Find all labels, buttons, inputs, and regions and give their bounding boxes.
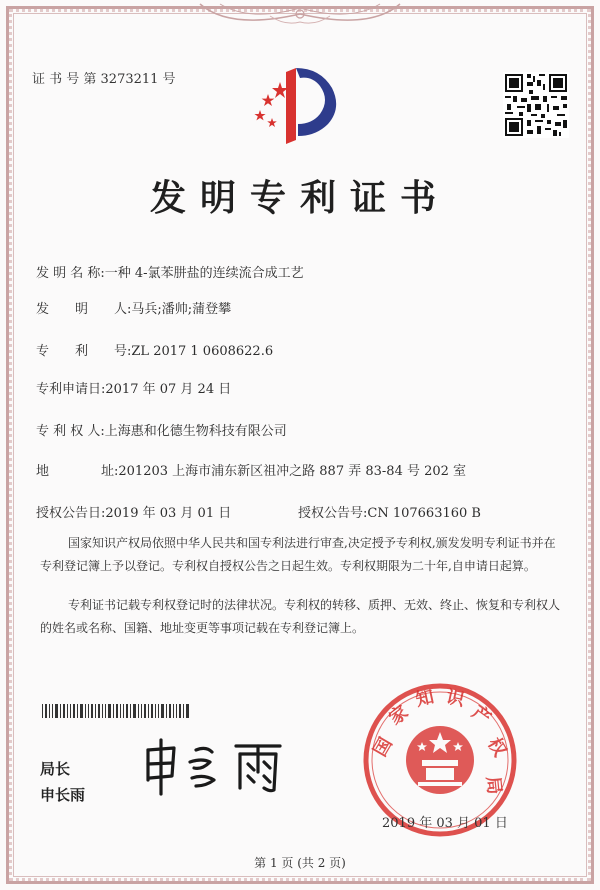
address-value: 201203 上海市浦东新区祖冲之路 887 弄 83-84 号 202 室 [118, 464, 467, 479]
page-number: 第 1 页 (共 2 页) [254, 856, 346, 870]
patent-number-row [36, 340, 273, 359]
invention-name-row [36, 262, 304, 281]
filing-date-row [36, 378, 231, 397]
patentee-label: 专 利 权 人: [36, 424, 105, 439]
official-name: 申长雨 [40, 786, 86, 804]
patentee-value: 上海惠和化德生物科技有限公司 [104, 424, 287, 439]
invention-name-value: 一种 4-氯苯肼盐的连续流合成工艺 [104, 266, 304, 281]
address-row [36, 460, 466, 479]
grant-date-label: 授权公告日: [36, 506, 106, 521]
invention-name-label: 发 明 名 称: [36, 266, 105, 281]
svg-text:产: 产 [467, 701, 495, 730]
svg-text:识: 识 [444, 686, 467, 711]
certificate-number: 证 书 号 第 3273211 号 [32, 72, 176, 87]
barcode [42, 704, 190, 718]
patentee-row [36, 420, 287, 439]
filing-date-label: 专利申请日: [36, 382, 106, 397]
seal-date: 2019 年 03 月 01 日 [382, 816, 508, 831]
grant-date-row [36, 502, 231, 521]
certificate-title: 发明专利证书 [149, 177, 450, 219]
address-label: 地 址: [36, 464, 119, 479]
grant-statement-paragraph: 国家知识产权局依照中华人民共和国专利法进行审查,决定授予专利权,颁发发明专利证书并在专利登记簿上予以登记。专利权自授权公告之日起生效。专利权期限为二十年,自申请日起算。 [40, 536, 556, 573]
grant-number-row [298, 502, 481, 521]
svg-text:局: 局 [482, 775, 505, 796]
director-signature [140, 736, 310, 796]
qr-code [503, 72, 569, 138]
grant-number-value: CN 107663160 B [367, 506, 481, 521]
patent-number-label: 专 利 号: [36, 344, 132, 359]
top-ornament [190, 0, 410, 36]
official-title: 局长 [40, 760, 71, 778]
grant-number-label: 授权公告号: [298, 506, 368, 521]
svg-text:国: 国 [369, 734, 397, 761]
inventor-value: 马兵;潘帅;蒲登攀 [131, 302, 232, 317]
filing-date-value: 2017 年 07 月 24 日 [105, 382, 232, 397]
svg-text:知: 知 [413, 686, 436, 711]
patent-number-value: ZL 2017 1 0608622.6 [131, 344, 274, 359]
svg-text:权: 权 [483, 734, 511, 761]
legal-status-paragraph: 专利证书记载专利权登记时的法律状况。专利权的转移、质押、无效、终止、恢复和专利权人的姓名或名称、国籍、地址变更等事项记载在专利登记簿上。 [40, 598, 561, 635]
grant-date-value: 2019 年 03 月 01 日 [105, 506, 232, 521]
cnipa-logo-icon [250, 62, 350, 144]
svg-text:家: 家 [385, 701, 413, 730]
inventor-label: 发 明 人: [36, 302, 132, 317]
inventor-row [36, 298, 231, 317]
